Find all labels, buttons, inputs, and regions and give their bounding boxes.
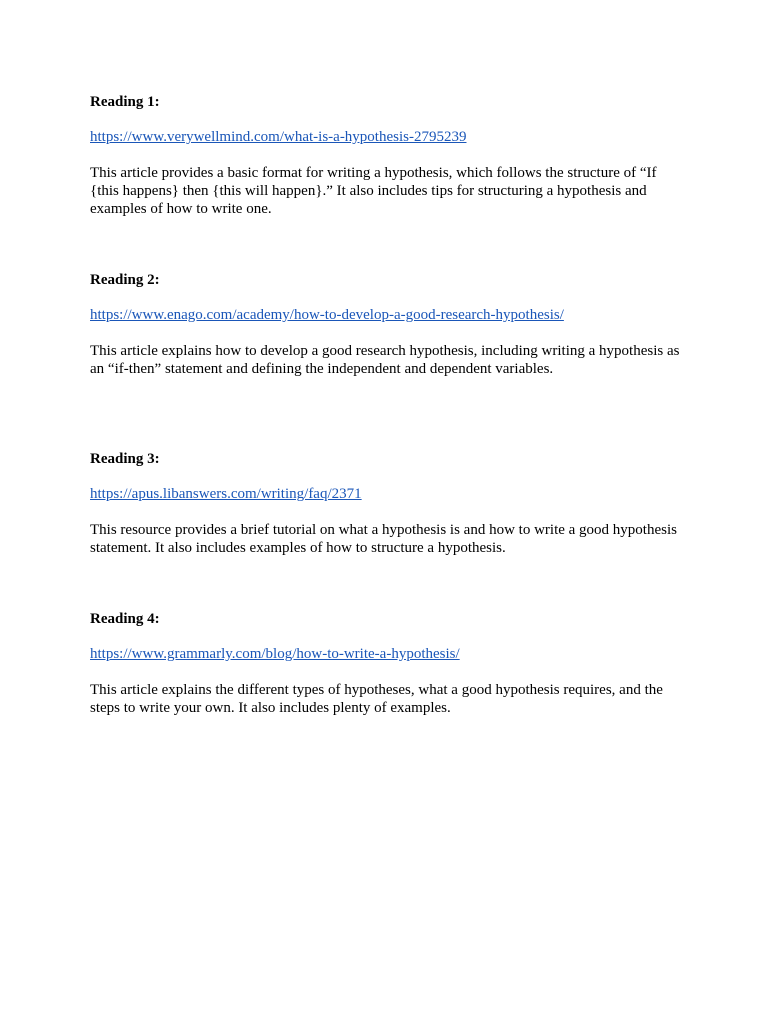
- reading-section-1: [90, 93, 680, 218]
- reading-description: This article explains how to develop a good research hypothesis, including writing a hypothesis as an “if-then” statement and defining the independent and dependent variables.: [90, 343, 680, 377]
- reading-section-2: [90, 271, 680, 378]
- reading-description: This resource provides a brief tutorial on what a hypothesis is and how to write a good hypothesis statement. It also includes examples of how to structure a hypothesis.: [90, 522, 677, 556]
- reading-link[interactable]: https://www.grammarly.com/blog/how-to-write-a-hypothesis/: [90, 646, 460, 662]
- reading-description: This article provides a basic format for writing a hypothesis, which follows the structure of “If {this happens} then {this will happen}.” It also includes tips for structuring a hypothesis and examples of how to write one.: [90, 165, 657, 217]
- reading-description: This article explains the different types of hypotheses, what a good hypothesis requires, and the steps to write your own. It also includes plenty of examples.: [90, 682, 663, 716]
- reading-link[interactable]: https://www.verywellmind.com/what-is-a-hypothesis-2795239: [90, 129, 467, 145]
- reading-heading: Reading 4:: [90, 611, 160, 627]
- reading-heading: Reading 3:: [90, 451, 160, 467]
- reading-heading: Reading 2:: [90, 272, 160, 288]
- reading-link[interactable]: https://www.enago.com/academy/how-to-develop-a-good-research-hypothesis/: [90, 307, 564, 323]
- reading-heading: Reading 1:: [90, 94, 160, 110]
- reading-section-4: [90, 610, 680, 717]
- reading-section-3: [90, 450, 680, 557]
- reading-link[interactable]: https://apus.libanswers.com/writing/faq/2371: [90, 486, 362, 502]
